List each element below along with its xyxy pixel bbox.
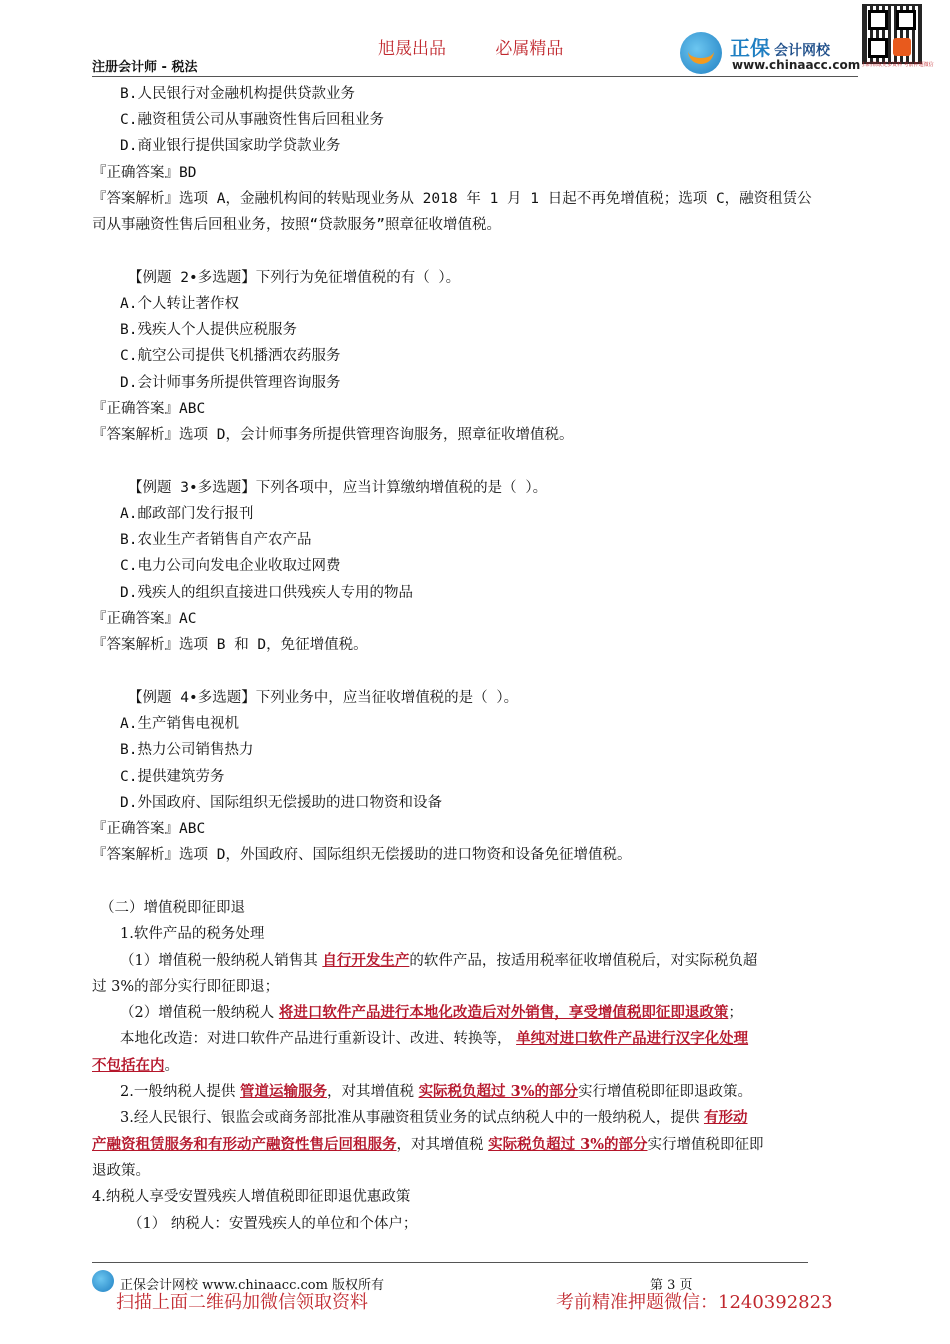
question-line: A.邮政部门发行报刊 <box>120 506 254 522</box>
course-title: 注册会计师 - 税法 <box>92 60 198 75</box>
logo-sub: 会计网校 <box>774 43 830 59</box>
paragraph <box>120 1027 748 1048</box>
question-line: 『答案解析』选项 B 和 D，免征增值税。 <box>92 637 368 653</box>
question-line: A.个人转让著作权 <box>120 296 239 312</box>
paragraph <box>92 1133 764 1154</box>
slogan-left: 旭晟出品 <box>378 39 446 59</box>
text: 实行增值税即征即退政策。 <box>577 1084 752 1100</box>
question-line: 『正确答案』ABC <box>92 821 206 837</box>
header-divider <box>92 76 858 77</box>
question-line: 『正确答案』ABC <box>92 401 206 417</box>
question-line: C.电力公司向发电企业收取过网费 <box>120 558 341 574</box>
highlight: 不包括在内 <box>92 1057 165 1074</box>
text: 实行增值税即征即 <box>647 1137 764 1153</box>
text: 3.经人民银行、银监会或商务部批准从事融资租赁业务的试点纳税人中的一般纳税人，提供 <box>120 1110 704 1126</box>
paragraph <box>92 1054 179 1075</box>
highlight: 自行开发生产 <box>322 952 410 969</box>
question-line: B.农业生产者销售自产农产品 <box>120 532 312 548</box>
subsection-heading: 1.软件产品的税务处理 <box>120 926 265 942</box>
slogan-right: 必属精品 <box>495 39 564 59</box>
text: 2.一般纳税人提供 <box>120 1084 240 1100</box>
question-line: 【例题 4•多选题】下列业务中，应当征收增值税的是（ ）。 <box>128 690 519 706</box>
question-line: 『正确答案』AC <box>92 611 197 627</box>
text: ，对其增值税 <box>396 1137 489 1153</box>
question-line: B.热力公司销售热力 <box>120 742 254 758</box>
text: ； <box>728 1005 743 1021</box>
question-line: 『答案解析』选项 A，金融机构间的转贴现业务从 2018 年 1 月 1 日起不再免增值税；选项 C，融资租赁公 <box>92 191 812 207</box>
question-line: 『正确答案』BD <box>92 165 197 181</box>
logo-name: 正保 <box>730 36 770 60</box>
footer-divider <box>92 1262 808 1263</box>
question-line: B.残疾人个人提供应税服务 <box>120 322 297 338</box>
question-line: D.外国政府、国际组织无偿援助的进口物资和设备 <box>120 795 442 811</box>
paragraph <box>120 1106 747 1127</box>
highlight: 管道运输服务 <box>239 1083 327 1100</box>
text: （1）增值税一般纳税人销售其 <box>120 953 323 969</box>
highlight: 实际税负超过 3%的部分 <box>488 1136 648 1153</box>
logo-mark-icon <box>680 32 722 74</box>
qr-note: 扫码领取更多资料 考前押题微信 <box>862 62 934 68</box>
qr-finder-icon <box>868 10 888 30</box>
qr-badge-icon <box>893 38 911 56</box>
paragraph: 退政策。 <box>92 1163 150 1179</box>
paragraph <box>120 1001 743 1022</box>
paragraph <box>120 949 757 970</box>
paragraph: （1） 纳税人：安置残疾人的单位和个体户； <box>128 1216 418 1232</box>
text: ，对其增值税 <box>326 1084 419 1100</box>
question-line: B.人民银行对金融机构提供贷款业务 <box>120 86 355 102</box>
subsection-heading: 4.纳税人享受安置残疾人增值税即征即退优惠政策 <box>92 1189 411 1205</box>
footer-logo-icon <box>92 1270 114 1292</box>
highlight: 实际税负超过 3%的部分 <box>418 1083 578 1100</box>
paragraph: 过 3%的部分实行即征即退； <box>92 979 280 995</box>
text: 的软件产品，按适用税率征收增值税后，对实际税负超 <box>409 953 758 969</box>
header-slogan <box>378 34 607 59</box>
promo-right: 考前精准押题微信：1240392823 <box>556 1292 833 1313</box>
text: 。 <box>164 1058 179 1074</box>
highlight: 单纯对进口软件产品进行汉字化处理 <box>516 1030 749 1047</box>
page-number: 第 3 页 <box>650 1278 693 1293</box>
question-line: 【例题 3•多选题】下列各项中，应当计算缴纳增值税的是（ ）。 <box>128 480 548 496</box>
paragraph <box>120 1080 752 1101</box>
footer-copyright: 正保会计网校 www.chinaacc.com 版权所有 <box>120 1278 385 1293</box>
question-line: 【例题 2•多选题】下列行为免征增值税的有（ ）。 <box>128 270 461 286</box>
question-line: D.商业银行提供国家助学贷款业务 <box>120 138 341 154</box>
question-line: D.残疾人的组织直接进口供残疾人专用的物品 <box>120 585 413 601</box>
brand-logo <box>680 32 861 74</box>
question-line: 司从事融资性售后回租业务，按照“贷款服务”照章征收增值税。 <box>92 217 501 233</box>
question-line: D.会计师事务所提供管理咨询服务 <box>120 375 341 391</box>
highlight: 有形动 <box>703 1109 748 1126</box>
promo-left: 扫描上面二维码加微信领取资料 <box>116 1292 368 1313</box>
qr-finder-icon <box>868 38 888 58</box>
logo-url: www.chinaacc.com <box>732 58 861 72</box>
text: （2）增值税一般纳税人 <box>120 1005 279 1021</box>
qr-finder-icon <box>896 10 916 30</box>
question-line: C.提供建筑劳务 <box>120 769 225 785</box>
question-line: C.航空公司提供飞机播洒农药服务 <box>120 348 341 364</box>
section-heading: （二）增值税即征即退 <box>100 900 245 916</box>
highlight: 将进口软件产品进行本地化改造后对外销售，享受增值税即征即退政策 <box>278 1004 729 1021</box>
text: 本地化改造：对进口软件产品进行重新设计、改进、转换等， <box>120 1031 517 1047</box>
question-line: 『答案解析』选项 D，外国政府、国际组织无偿援助的进口物资和设备免征增值税。 <box>92 847 632 863</box>
question-line: C.融资租赁公司从事融资性售后回租业务 <box>120 112 384 128</box>
question-line: A.生产销售电视机 <box>120 716 239 732</box>
highlight: 产融资租赁服务和有形动产融资性售后回租服务 <box>92 1136 397 1153</box>
question-line: 『答案解析』选项 D，会计师事务所提供管理咨询服务，照章征收增值税。 <box>92 427 574 443</box>
